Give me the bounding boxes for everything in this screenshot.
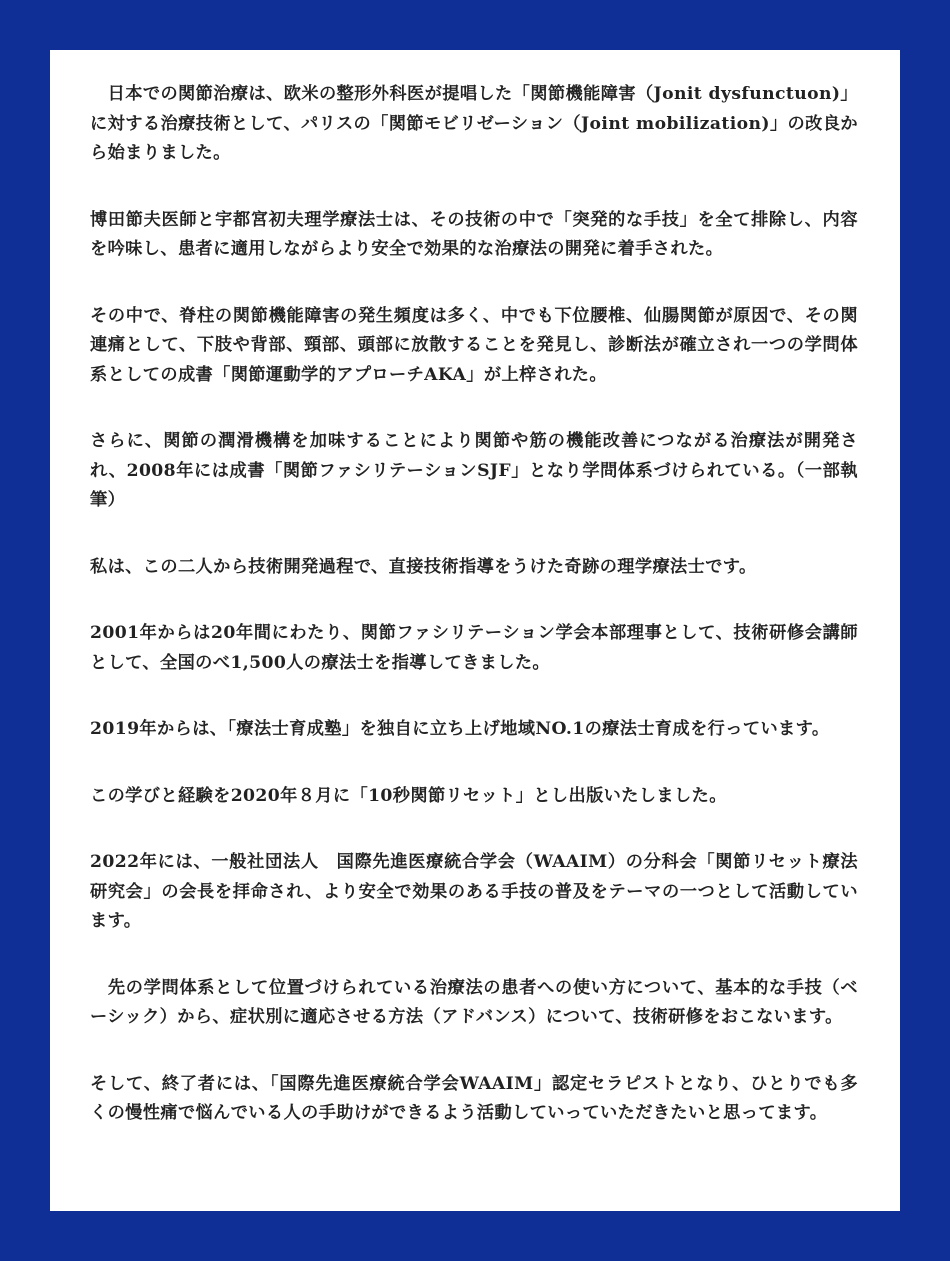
paragraph-career-2022: 2022年には、一般社団法人 国際先進医療統合学会（WAAIM）の分科会「関節リセット療法研究会」の会長を拝命され、より安全で効果のある手技の普及をテーマの一つとして活動しています。 <box>90 852 858 931</box>
paragraph-publication: この学びと経験を2020年８月に「10秒関節リセット」とし出版いたしました。 <box>90 785 727 806</box>
paragraph-career-2019: 2019年からは、「療法士育成塾」を独自に立ち上げ地域NO.1の療法士育成を行っています。 <box>90 719 830 739</box>
paragraph-introduction: 私は、この二人から技術開発過程で、直接技術指導をうけた奇跡の理学療法士です。 <box>90 556 757 577</box>
paragraph-sjf: さらに、関節の潤滑機構を加味することにより関節や筋の機能改善につながる治療法が開発され、2008年には成書「関節ファシリテーションSJF」となり学問体系づけられている。（一部執筆） <box>90 431 858 510</box>
paragraph-development: 博田節夫医師と宇都宮初夫理学療法士は、その技術の中で「突発的な手技」を全て排除し、内容を吟味し、患者に適用しながらより安全で効果的な治療法の開発に着手された。 <box>90 209 858 259</box>
paragraph-aka: その中で、脊柱の関節機能障害の発生頻度は多く、中でも下位腰椎、仙腸関節が原因で、その関連痛として、下肢や背部、頸部、頭部に放散することを発見し、診断法が確立され一つの学問体系としての成書「関節運動学的アプローチAKA」が上梓された。 <box>90 305 858 385</box>
paragraph-training: 先の学問体系として位置づけられている治療法の患者への使い方について、基本的な手技（ベーシック）から、症状別に適応させる方法（アドバンス）について、技術研修をおこないます。 <box>90 977 858 1027</box>
paragraph-origin: 日本での関節治療は、欧米の整形外科医が提唱した「関節機能障害（Jonit dysfunctuon)」に対する治療技術として、パリスの「関節モビリゼーション（Joint mobilization)」の改良から始まりました。 <box>90 84 858 163</box>
paragraph-certification: そして、終了者には、「国際先進医療統合学会WAAIM」認定セラピストとなり、ひとりでも多くの慢性痛で悩んでいる人の手助けができるよう活動していっていただきたいと思ってます。 <box>90 1073 858 1123</box>
text-panel <box>50 50 900 1211</box>
paragraph-career-2001: 2001年からは20年間にわたり、関節ファシリテーション学会本部理事として、技術研修会講師として、全国のべ1,500人の療法士を指導してきました。 <box>90 623 858 673</box>
